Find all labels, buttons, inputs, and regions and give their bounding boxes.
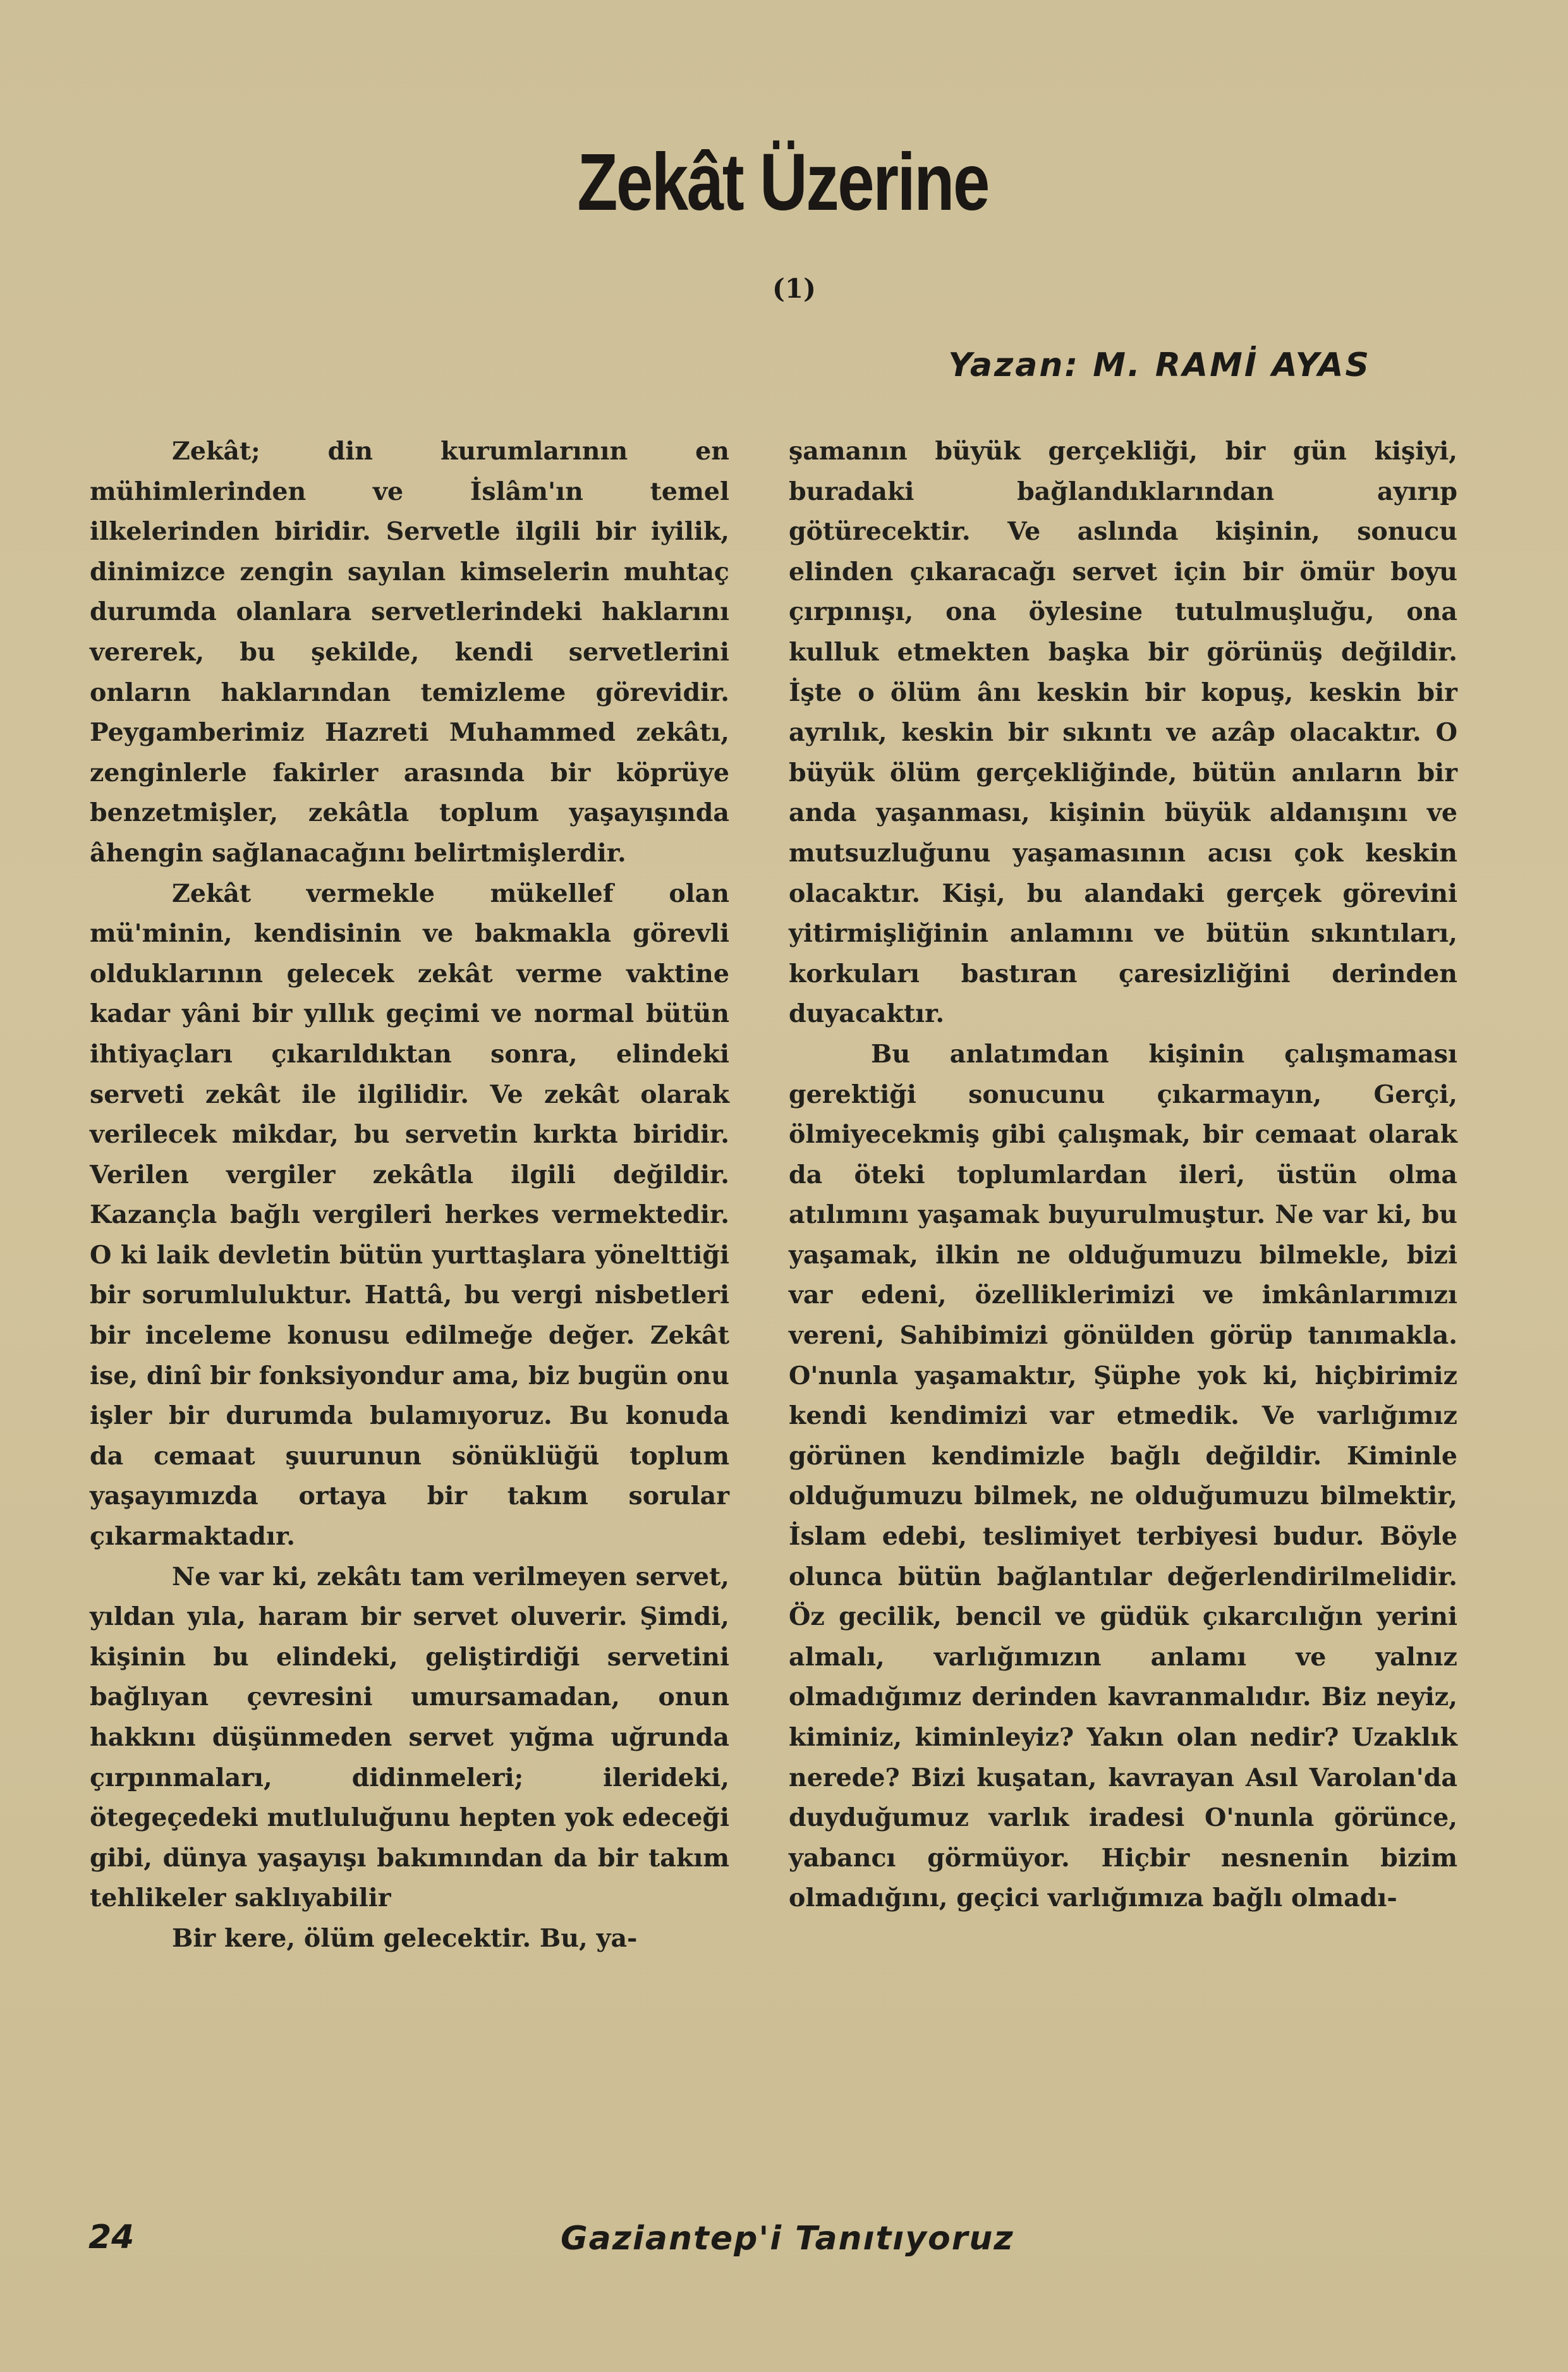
paragraph: Zekât vermekle mükellef olan mü'minin, kendisinin ve bakmakla görevli olduklarının gelecek zekât verme vaktine kadar yâni bir yıllık geçimi ve normal bütün ihtiyaçları çıkarıldıktan sonra, elindeki serveti zekât ile ilgilidir. Ve zekât olarak verilecek mikdar, bu servetin kırkta biridir. Verilen vergiler zekâtla ilgili değildir. Kazançla bağlı vergileri herkes vermektedir. O ki laik devletin bütün yurttaşlara yönelttiği bir sorumluluktur. Hattâ, bu vergi nisbetleri bir inceleme konusu edilmeğe değer. Zekât ise, dinî bir fonksiyondur ama, biz bugün onu işler bir durumda bulamıyoruz. Bu konuda da cemaat şuurunun sönüklüğü toplum yaşayımızda ortaya bir takım sorular çıkarmaktadır. xyxy=(90,879,729,1552)
paragraph: Zekât; din kurumlarının en mühimlerinden ve İslâm'ın temel ilkelerinden biridir. Servetle ilgili bir iyilik, dinimizce zengin sayılan kimselerin muhtaç durumda olanlara servetlerindeki haklarını vererek, bu şekilde, kendi servetlerini onların haklarından temizleme görevidir. Peygamberimiz Hazreti Muhammed zekâtı, zenginlerle fakirler arasında bir köprüye benzetmişler, zekâtla toplum yaşayışında âhengin sağlanacağını belirtmişlerdir. xyxy=(90,437,729,868)
magazine-name: Gaziantep'i Tanıtıyoruz xyxy=(561,2220,1014,2258)
part-number: (1) xyxy=(772,273,816,304)
paragraph: Bu anlatımdan kişinin çalışmaması gerektiği sonucunu çıkarmayın, Gerçi, ölmiyecekmiş gibi çalışmak, bir cemaat olarak da öteki toplumlardan ileri, üstün olma atılımını yaşamak buyurulmuştur. Ne var ki, bu yaşamak, ilkin ne olduğumuzu bilmekle, bizi var edeni, özelliklerimizi ve imkânlarımızı vereni, Sahibimizi gönülden görüp tanımakla. O'nunla yaşamaktır, Şüphe yok ki, hiçbirimiz kendi kendimizi var etmedik. Ve varlığımız görünen kendimizle bağlı değildir. Kiminle olduğumuzu bilmek, ne olduğumuzu bilmektir, İslam edebi, teslimiyet terbiyesi budur. Böyle olunca bütün bağlantılar değerlendirilmelidir. Öz gecilik, bencil ve güdük çıkarcılığın yerini almalı, varlığımızın anlamı ve yalnız olmadığımız derinden kavranmalıdır. Biz neyiz, kiminiz, kiminleyiz? Yakın olan nedir? Uzaklık nerede? Bizi kuşatan, kavrayan Asıl Varolan'da duyduğumuz varlık iradesi O'nunla görünce, yabancı görmüyor. Hiçbir nesnenin bizim olmadığını, geçici varlığımıza bağlı olmadı- xyxy=(789,1039,1457,1913)
paragraph: şamanın büyük gerçekliği, bir gün kişiyi, buradaki bağlandıklarından ayırıp götürecektir. Ve aslında kişinin, sonucu elinden çıkaracağı servet için bir ömür boyu çırpınışı, ona öylesine tutulmuşluğu, ona kulluk etmekten başka bir görünüş değildir. İşte o ölüm ânı keskin bir kopuş, keskin bir ayrılık, keskin bir sıkıntı ve azâp olacaktır. O büyük ölüm gerçekliğinde, bütün anıların bir anda yaşanması, kişinin büyük aldanışını ve mutsuzluğunu yaşamasının acısı çok keskin olacaktır. Kişi, bu alandaki gerçek görevini yitirmişliğinin anlamını ve bütün sıkıntıları, korkuları bastıran çaresizliğini derinden duyacaktır. xyxy=(789,437,1457,1029)
left-column xyxy=(90,432,729,1959)
paragraph: Bir kere, ölüm gelecektir. Bu, ya- xyxy=(172,1923,638,1953)
page-number: 24 xyxy=(88,2218,135,2256)
article-title: Zekât Üzerine xyxy=(577,137,988,228)
paragraph: Ne var ki, zekâtı tam verilmeyen servet, yıldan yıla, haram bir servet oluverir. Şimdi, kişinin bu elindeki, geliştirdiği servetini bağlıyan çevresini umursamadan, onun hakkını düşünmeden servet yığma uğrunda çırpınmaları, didinmeleri; ilerideki, ötegeçedeki mutluluğunu hepten yok edeceği gibi, dünya yaşayışı bakımından da bir takım tehlikeler saklıyabilir xyxy=(90,1562,729,1913)
author-byline: Yazan: M. RAMİ AYAS xyxy=(948,346,1371,384)
right-column xyxy=(789,432,1457,1919)
